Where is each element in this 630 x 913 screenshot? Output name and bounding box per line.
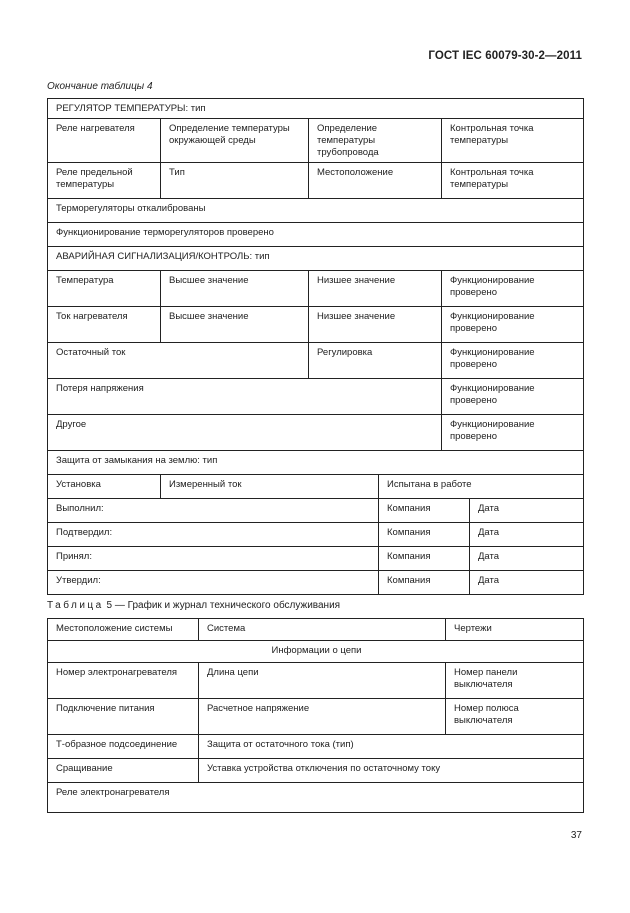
table-cell: Длина цепи: [199, 663, 446, 699]
table-cell: Номер панели выключателя: [446, 663, 584, 699]
table-cell: Расчетное напряжение: [199, 699, 446, 735]
table-cell: Чертежи: [446, 619, 584, 641]
table-cell: Местоположение: [309, 163, 442, 199]
table-cell: Высшее значение: [161, 271, 309, 307]
table-cell: Высшее значение: [161, 307, 309, 343]
signoff-role: Выполнил:: [48, 499, 379, 523]
table-row: [48, 475, 584, 499]
table-cell: Функционирование проверено: [442, 307, 584, 343]
table-row: [48, 415, 584, 451]
signoff-company: Компания: [379, 571, 470, 595]
table-cell: Определение температуры окружающей среды: [161, 119, 309, 163]
table-cell: Реле предельной температуры: [48, 163, 161, 199]
calibrated-cell: Терморегуляторы откалиброваны: [48, 199, 584, 223]
table-cell: Измеренный ток: [161, 475, 379, 499]
table-row: [48, 199, 584, 223]
ground-fault-title: Защита от замыкания на землю: тип: [48, 451, 584, 475]
table-cell: Система: [199, 619, 446, 641]
table-row: [48, 247, 584, 271]
page-number: 37: [570, 830, 582, 841]
table-row: [48, 619, 584, 641]
table-cell: Установка: [48, 475, 161, 499]
table-cell: Функционирование проверено: [442, 379, 584, 415]
table-row: [48, 663, 584, 699]
table-row: [48, 547, 584, 571]
table-cell: Функционирование проверено: [442, 271, 584, 307]
table-cell: Контрольная точка температуры: [442, 119, 584, 163]
table-row: [48, 451, 584, 475]
table-cell: Реле нагревателя: [48, 119, 161, 163]
standard-header: ГОСТ IEC 60079-30-2—2011: [428, 50, 582, 62]
table5-caption-rest: 5 — График и журнал технического обслуживания: [106, 600, 341, 611]
signoff-role: Принял:: [48, 547, 379, 571]
table-cell: Ток нагревателя: [48, 307, 161, 343]
table-row: [48, 307, 584, 343]
table-row: [48, 759, 584, 783]
table5-caption: [47, 600, 340, 611]
table-row: [48, 343, 584, 379]
table-row: [48, 271, 584, 307]
table-cell: Тип: [161, 163, 309, 199]
table-cell: Потеря напряжения: [48, 379, 442, 415]
signoff-date: Дата: [470, 523, 584, 547]
signoff-date: Дата: [470, 571, 584, 595]
signoff-role: Утвердил:: [48, 571, 379, 595]
signoff-company: Компания: [379, 499, 470, 523]
signoff-company: Компания: [379, 523, 470, 547]
table-cell: Температура: [48, 271, 161, 307]
table-row: [48, 641, 584, 663]
table-row: [48, 119, 584, 163]
table-5: [47, 618, 584, 813]
table-cell: Реле электронагревателя: [48, 783, 584, 813]
table4-caption: Окончание таблицы 4: [47, 81, 153, 92]
table-cell: Местоположение системы: [48, 619, 199, 641]
table-cell: Функционирование проверено: [442, 415, 584, 451]
table-cell: Контрольная точка температуры: [442, 163, 584, 199]
table-cell: Защита от остаточного тока (тип): [199, 735, 584, 759]
temp-controller-title: РЕГУЛЯТОР ТЕМПЕРАТУРЫ: тип: [48, 99, 584, 119]
table-cell: Подключение питания: [48, 699, 199, 735]
table-row: [48, 783, 584, 813]
table-cell: Низшее значение: [309, 271, 442, 307]
table-cell: Испытана в работе: [379, 475, 584, 499]
table-row: [48, 163, 584, 199]
signoff-role: Подтвердил:: [48, 523, 379, 547]
circuit-info-title: Информации о цепи: [48, 641, 584, 663]
table-row: [48, 523, 584, 547]
table-cell: Уставка устройства отключения по остаточному току: [199, 759, 584, 783]
table-cell: Функционирование проверено: [442, 343, 584, 379]
table5-caption-prefix: Таблица: [47, 600, 104, 611]
signoff-date: Дата: [470, 499, 584, 523]
table-cell: Номер полюса выключателя: [446, 699, 584, 735]
alarm-title: АВАРИЙНАЯ СИГНАЛИЗАЦИЯ/КОНТРОЛЬ: тип: [48, 247, 584, 271]
table-cell: Остаточный ток: [48, 343, 309, 379]
table-cell: Сращивание: [48, 759, 199, 783]
table-cell: Регулировка: [309, 343, 442, 379]
table-row: [48, 735, 584, 759]
table-row: [48, 499, 584, 523]
table-row: [48, 571, 584, 595]
signoff-company: Компания: [379, 547, 470, 571]
table-cell: Т-образное подсоединение: [48, 735, 199, 759]
table-row: [48, 699, 584, 735]
table-4: [47, 98, 584, 595]
table-row: [48, 379, 584, 415]
table-cell: Определение температуры трубопровода: [309, 119, 442, 163]
table-cell: Номер электронагревателя: [48, 663, 199, 699]
table-row: [48, 99, 584, 119]
table-cell: Другое: [48, 415, 442, 451]
table-cell: Низшее значение: [309, 307, 442, 343]
signoff-date: Дата: [470, 547, 584, 571]
table-row: [48, 223, 584, 247]
checked-cell: Функционирование терморегуляторов проверено: [48, 223, 584, 247]
